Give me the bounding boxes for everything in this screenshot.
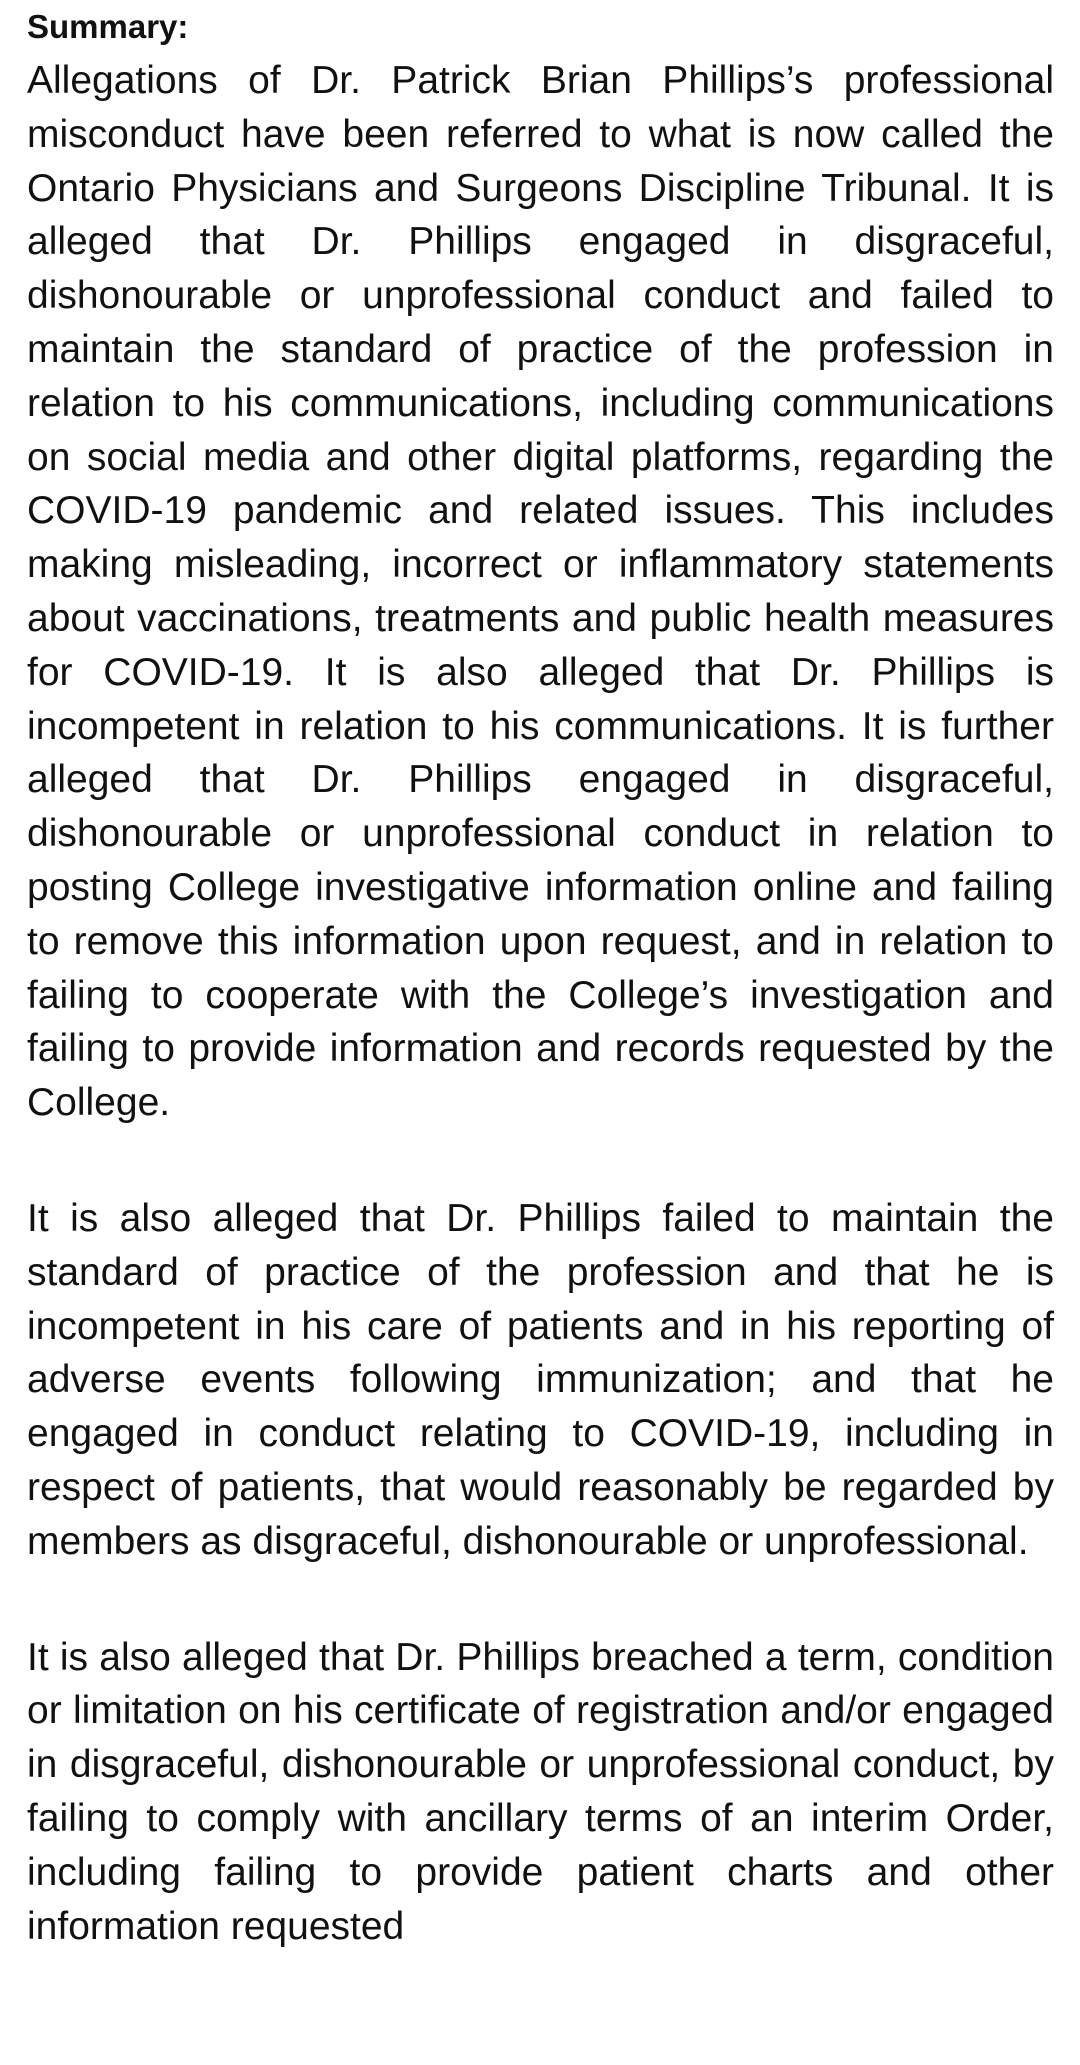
summary-heading: Summary: [27, 8, 189, 45]
summary-paragraph-2: It is also alleged that Dr. Phillips failed to maintain the standard of practice of the profession and that he is incompetent in his care of patients and in his reporting of adverse events following immunization; and that he engaged in conduct relating to COVID-19, including in respect of patients, that would reasonably be regarded by members as disgraceful, dishonourable or unprofessional. [27, 1196, 1054, 1563]
document-body [27, 0, 1054, 1953]
summary-paragraph-3: It is also alleged that Dr. Phillips breached a term, condition or limitation on his certificate of registration and/or engaged in disgraceful, dishonourable or unprofessional conduct, by failing to comply with ancillary terms of an interim Order, including failing to provide patient charts and other information requested [27, 1635, 1054, 1948]
summary-paragraph-1: Allegations of Dr. Patrick Brian Phillips’s professional misconduct have been referred to what is now called the Ontario Physicians and Surgeons Discipline Tribunal. It is alleged that Dr. Phillips engaged in disgraceful, dishonourable or unprofessional conduct and failed to maintain the standard of practice of the profession in relation to his communications, including communications on social media and other digital platforms, regarding the COVID-19 pandemic and related issues. This includes making misleading, incorrect or inflammatory statements about vaccinations, treatments and public health measures for COVID-19. It is also alleged that Dr. Phillips is incompetent in relation to his communications. It is further alleged that Dr. Phillips engaged in disgraceful, dishonourable or unprofessional conduct in relation to posting College investigative information online and failing to remove this information upon request, and in relation to failing to cooperate with the College’s investigation and failing to provide information and records requested by the College. [27, 59, 1054, 1125]
